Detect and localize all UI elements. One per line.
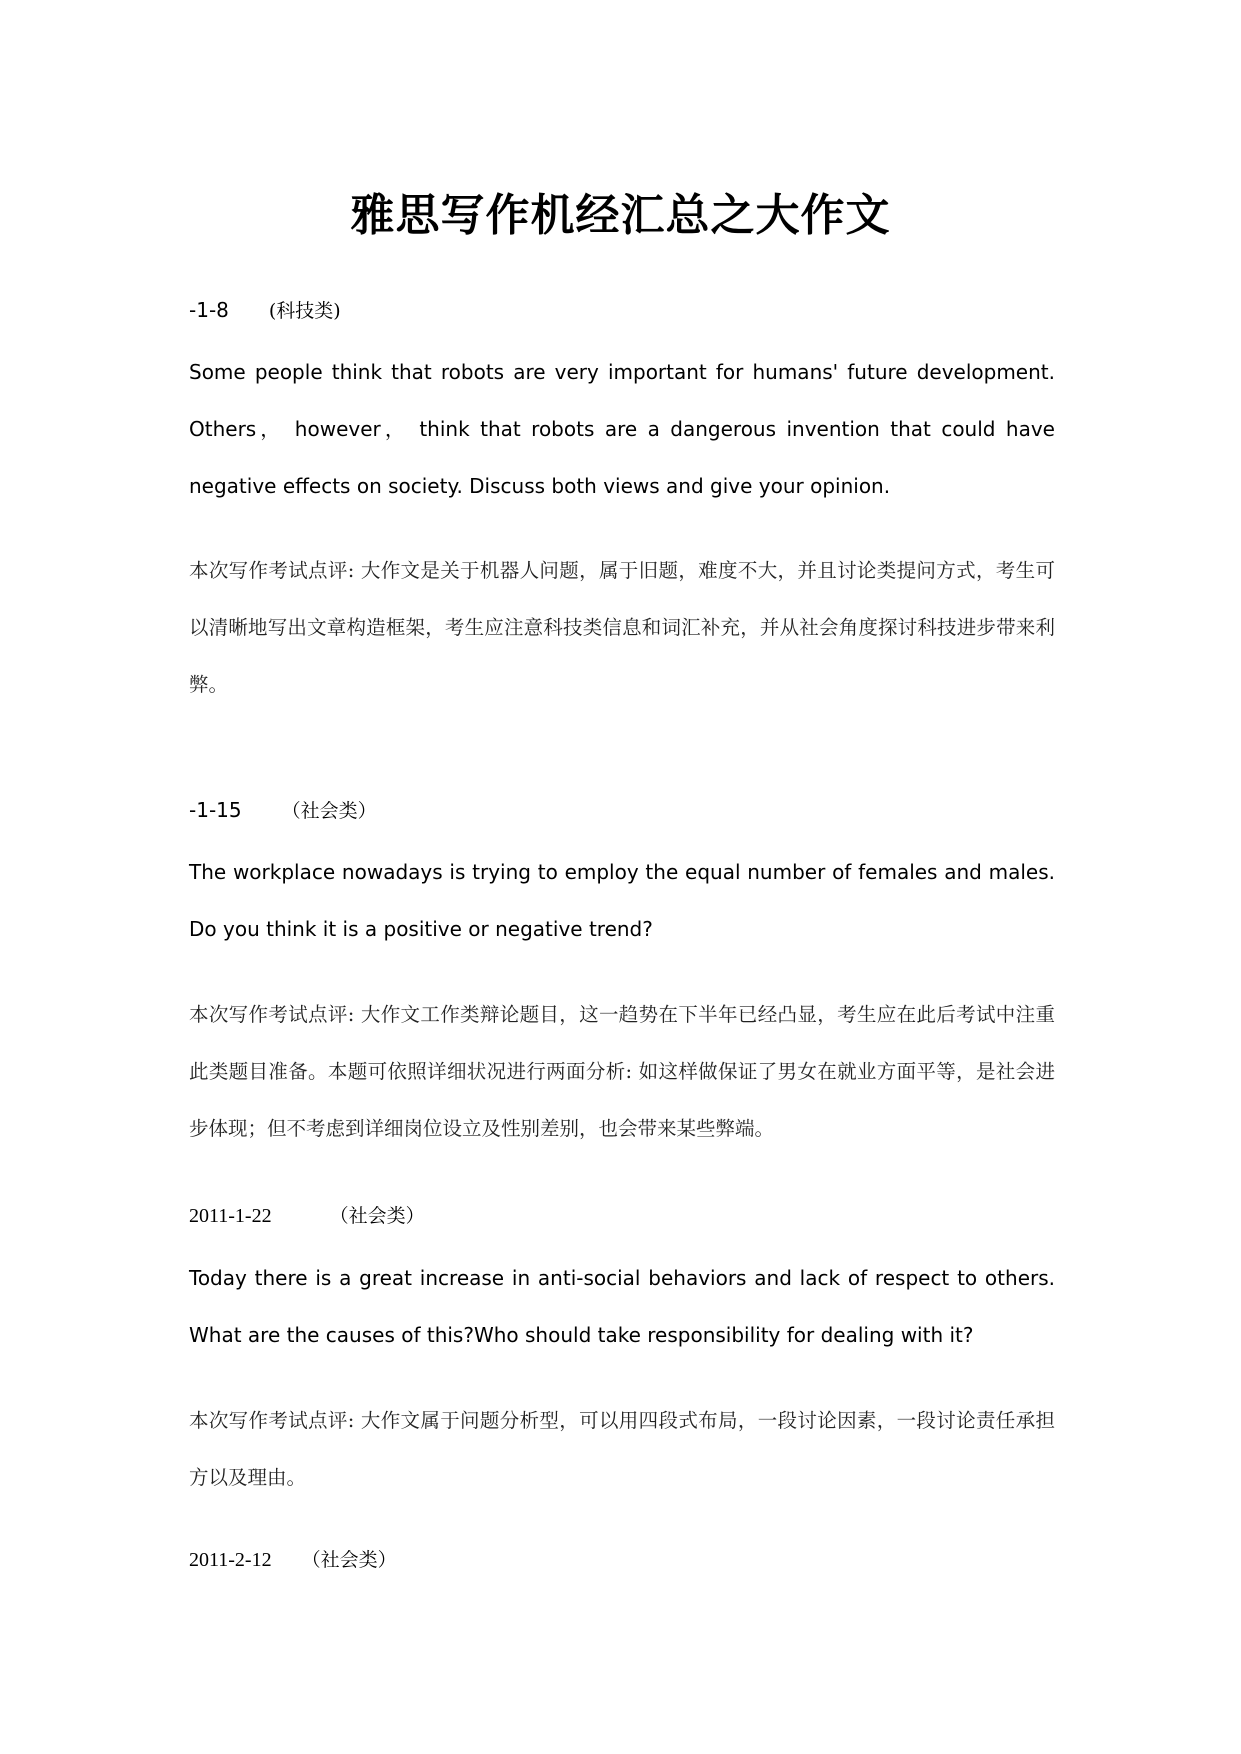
entry-date: -1-15 [189,798,242,822]
entry-date: -1-8 [189,298,229,322]
essay-prompt: Some people think that robots are very important for humans' future development. Others， however， think that robots are a dangerous invention that could have negative effects on society. Discuss both views and give your opinion. [189,360,1055,498]
entry-category: （社会类） [281,800,377,822]
entry-header [189,1546,397,1574]
essay-prompt: Today there is a great increase in anti-social behaviors and lack of respect to others. What are the causes of this?Who should take responsibility for dealing with it? [189,1266,1055,1347]
essay-prompt: The workplace nowadays is trying to employ the equal number of females and males. Do you think it is a positive or negative trend? [189,860,1055,941]
entry-header [189,796,377,825]
entry-category: （社会类） [301,1549,397,1571]
entry-date: 2011-2-12 [189,1549,272,1571]
exam-comment: 本次写作考试点评: 大作文属于问题分析型，可以用四段式布局，一段讨论因素，一段讨论责任承担方以及理由。 [189,1409,1055,1489]
entry-date: 2011-1-22 [189,1205,272,1227]
page-title: 雅思写作机经汇总之大作文 [350,190,891,241]
exam-comment: 本次写作考试点评: 大作文工作类辩论题目，这一趋势在下半年已经凸显，考生应在此后考试中注重此类题目准备。本题可依照详细状况进行两面分析: 如这样做保证了男女在就业方面平等，是社会进步体现；但不考虑到详细岗位设立及性别差别，也会带来某些弊端。 [189,1003,1055,1140]
entry-category: (科技类) [268,300,341,322]
entry-header [189,296,341,325]
entry-header [189,1202,425,1230]
exam-comment: 本次写作考试点评: 大作文是关于机器人问题，属于旧题，难度不大，并且讨论类提问方式，考生可以清晰地写出文章构造框架，考生应注意科技类信息和词汇补充，并从社会角度探讨科技进步带来利弊。 [189,559,1055,696]
entry-category: （社会类） [329,1205,425,1227]
